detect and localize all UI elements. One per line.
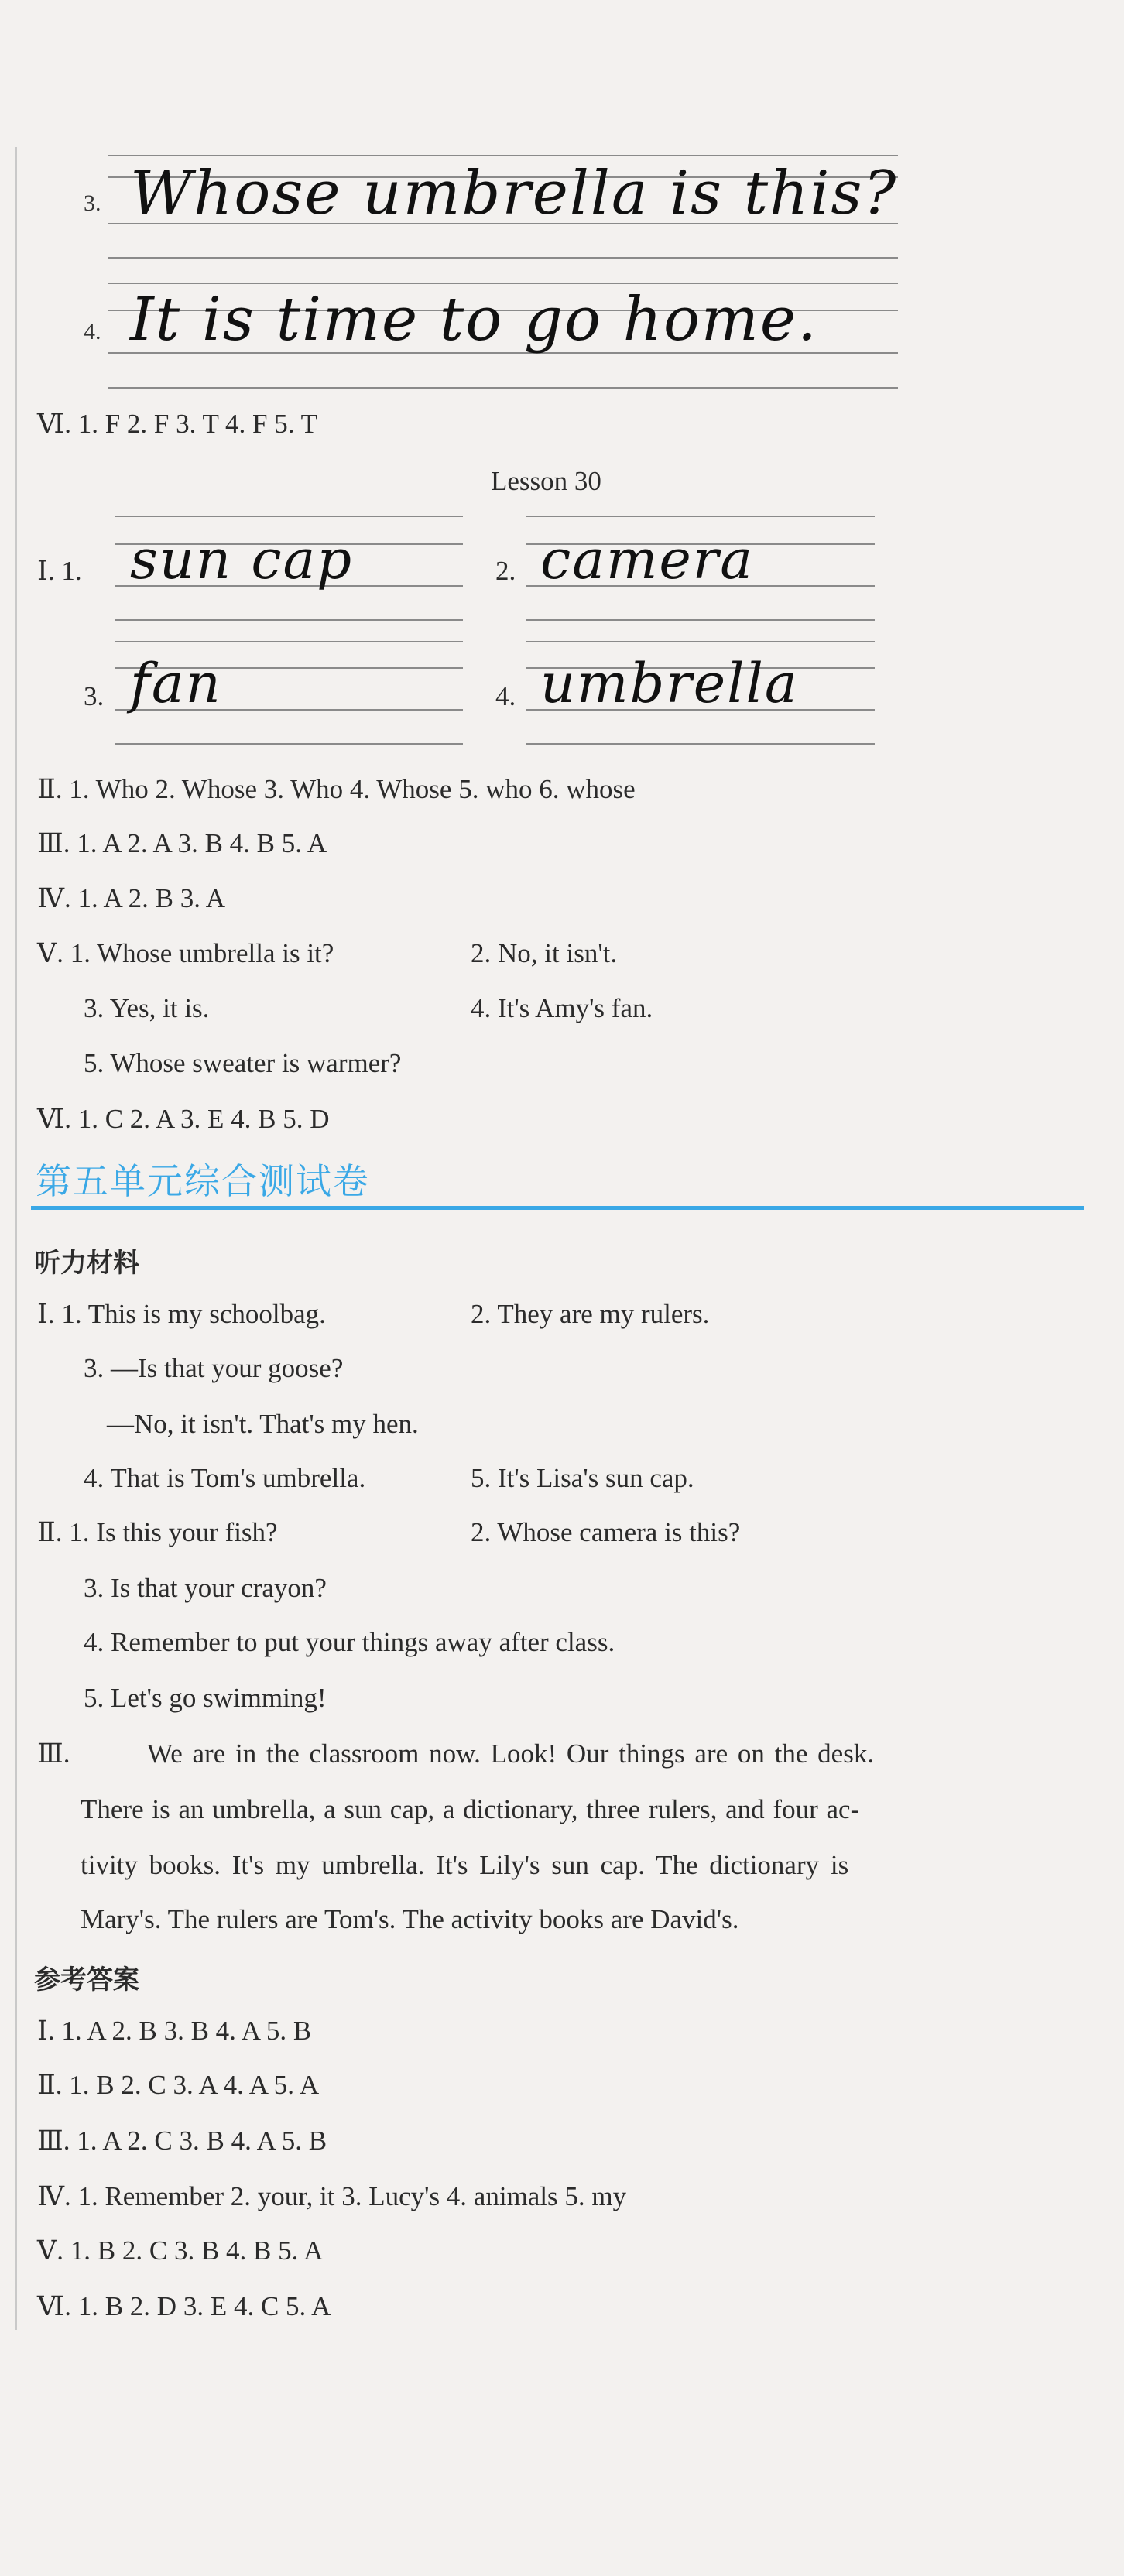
passage-line: We are in the classroom now. Look! Our things are on the desk. [147,1738,875,1769]
answer-line: Ⅲ. 1. A 2. A 3. B 4. B 5. A [37,828,327,858]
answer-line: 5. Whose sweater is warmer? [84,1048,402,1078]
answers-heading: 参考答案 [34,1965,139,1995]
answer-line: Ⅳ. 1. Remember 2. your, it 3. Lucy's 4. animals 5. my [37,2181,627,2211]
answer-line: Ⅱ. 1. B 2. C 3. A 4. A 5. A [37,2070,320,2100]
answer-line: Ⅴ. 1. B 2. C 3. B 4. B 5. A [37,2235,324,2266]
transcript-line: 2. Whose camera is this? [471,1517,741,1547]
transcript-line: —No, it isn't. That's my hen. [107,1409,419,1439]
transcript-line: 4. That is Tom's umbrella. [84,1463,366,1493]
answer-line: Ⅵ. 1. C 2. A 3. E 4. B 5. D [37,1104,330,1134]
section-title: 第五单元综合测试卷 [36,1160,370,1202]
listening-heading: 听力材料 [34,1248,139,1279]
handwritten-word: umbrella [540,652,799,715]
transcript-line: 5. Let's go swimming! [84,1683,327,1713]
transcript-line: Ⅱ. 1. Is this your fish? [37,1517,278,1547]
answer-line: Ⅲ. 1. A 2. C 3. B 4. A 5. B [37,2126,327,2156]
item-number: 2. [495,556,516,586]
answer-line: Ⅵ. 1. F 2. F 3. T 4. F 5. T [37,409,317,439]
passage-line: tivity books. It's my umbrella. It's Lily's sun cap. The dictionary is [81,1850,849,1880]
answer-line: Ⅰ. 1. A 2. B 3. B 4. A 5. B [37,2016,312,2046]
handwritten-sentence: Whose umbrella is this? [130,159,898,228]
handwritten-word: camera [540,528,754,591]
transcript-line: 3. —Is that your goose? [84,1353,344,1383]
passage-label: Ⅲ. [37,1738,70,1769]
title-underline [31,1206,1084,1210]
answer-line: Ⅵ. 1. B 2. D 3. E 4. C 5. A [37,2291,331,2321]
answer-line: Ⅴ. 1. Whose umbrella is it? [37,938,334,968]
answer-line: Ⅱ. 1. Who 2. Whose 3. Who 4. Whose 5. who 6. whose [37,774,636,804]
answer-line: 2. No, it isn't. [471,938,618,968]
passage-line: Mary's. The rulers are Tom's. The activity books are David's. [81,1904,739,1934]
answer-line: 3. Yes, it is. [84,993,210,1023]
handwritten-sentence: It is time to go home. [130,285,818,355]
answer-line: 4. It's Amy's fan. [471,993,653,1023]
transcript-line: 3. Is that your crayon? [84,1573,327,1603]
item-number: 3. [84,190,101,216]
margin-line [15,147,17,2330]
transcript-line: 2. They are my rulers. [471,1299,710,1329]
handwritten-word: fan [130,652,222,715]
transcript-line: 5. It's Lisa's sun cap. [471,1463,694,1493]
passage-line: There is an umbrella, a sun cap, a dictionary, three rulers, and four ac- [81,1794,860,1824]
transcript-line: Ⅰ. 1. This is my schoolbag. [37,1299,326,1329]
handwritten-word: sun cap [130,528,354,591]
item-number: 3. [84,681,105,711]
answer-line: Ⅳ. 1. A 2. B 3. A [37,883,226,913]
transcript-line: 4. Remember to put your things away after class. [84,1627,615,1657]
item-number: Ⅰ. 1. [37,556,82,586]
lesson-title: Lesson 30 [491,466,601,496]
item-number: 4. [495,681,516,711]
item-number: 4. [84,319,101,344]
